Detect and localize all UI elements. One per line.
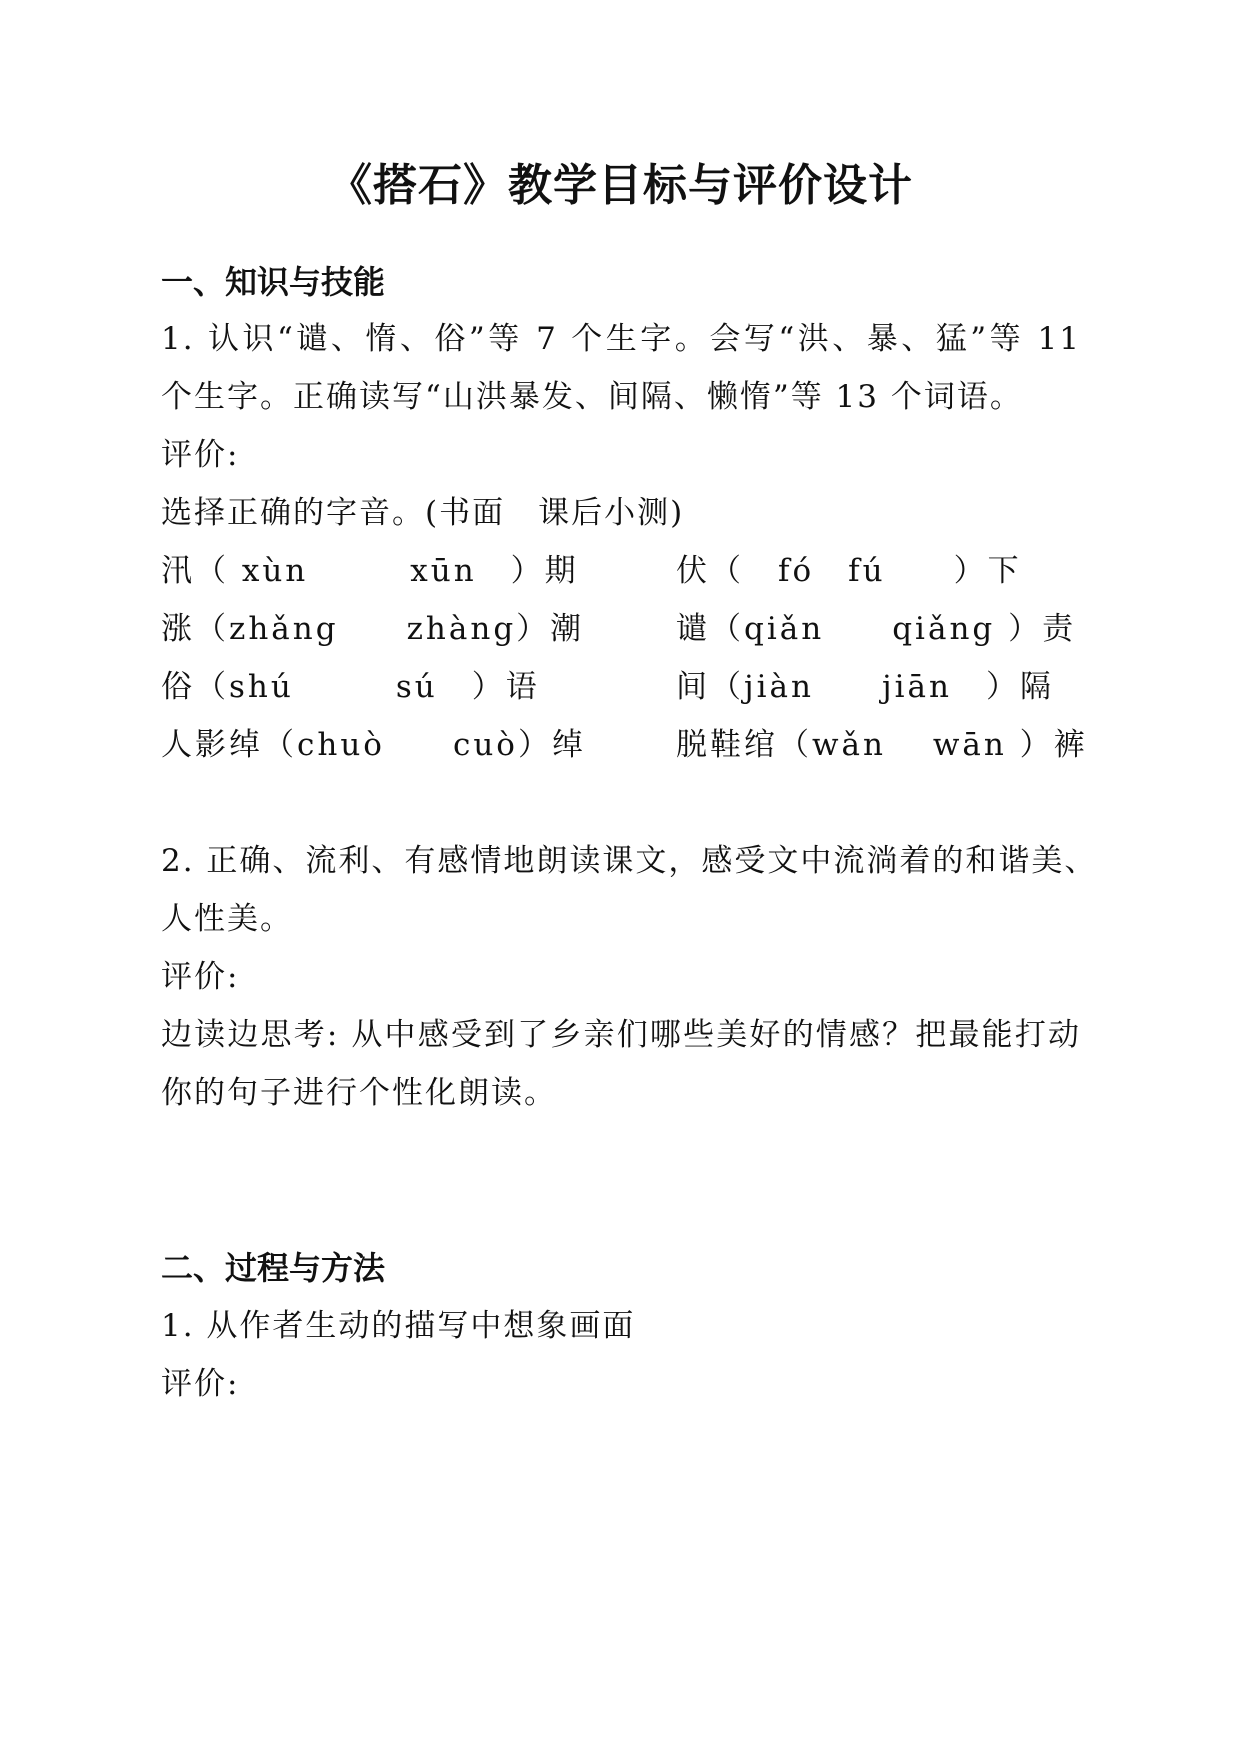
objective-2-eval-line-2: 你的句子进行个性化朗读。 <box>161 1075 557 1111</box>
pinyin-item: 伏（ fó fú ）下 <box>676 553 1022 589</box>
objective-2-eval-line-1: 边读边思考: 从中感受到了乡亲们哪些美好的情感？把最能打动 <box>161 1017 1081 1053</box>
objective-1-line-1: 1. 认识“谴、惰、俗”等 7 个生字。会写“洪、暴、猛”等 11 <box>161 321 1081 357</box>
evaluation-label: 评价: <box>161 959 240 995</box>
quiz-instruction: 选择正确的字音。(书面 课后小测) <box>161 495 685 531</box>
evaluation-label: 评价: <box>161 1366 240 1402</box>
pinyin-item: 涨（zhǎng zhàng）潮 <box>161 611 585 647</box>
evaluation-label: 评价: <box>161 437 240 473</box>
pinyin-item: 汛（ xùn xūn ）期 <box>161 553 579 589</box>
process-objective-1: 1. 从作者生动的描写中想象画面 <box>161 1308 636 1344</box>
pinyin-item: 俗（shú sú ）语 <box>161 669 540 705</box>
pinyin-item: 谴（qiǎn qiǎng ）责 <box>676 611 1077 647</box>
document-title: 《搭石》教学目标与评价设计 <box>328 160 913 211</box>
objective-1-line-2: 个生字。正确读写“山洪暴发、间隔、懒惰”等 13 个词语。 <box>161 379 1023 415</box>
section-heading-knowledge-skills: 一、知识与技能 <box>161 263 386 301</box>
pinyin-item: 人影绰（chuò cuò）绰 <box>161 727 586 763</box>
objective-2-line-1: 2. 正确、流利、有感情地朗读课文，感受文中流淌着的和谐美、 <box>161 843 1098 879</box>
pinyin-item: 脱鞋绾（wǎn wān ）裤 <box>676 727 1088 763</box>
pinyin-item: 间（jiàn jiān ）隔 <box>676 669 1054 705</box>
section-heading-process-methods: 二、过程与方法 <box>161 1249 386 1287</box>
objective-2-line-2: 人性美。 <box>161 901 293 937</box>
